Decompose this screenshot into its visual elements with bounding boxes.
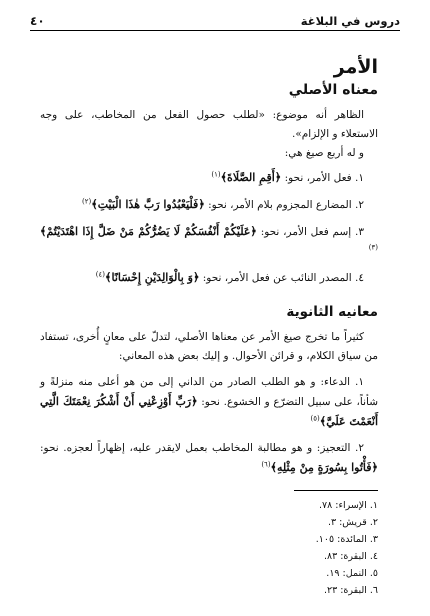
form-item-2 xyxy=(40,195,378,215)
quran-quote: ﴿عَلَيْكُمْ أَنْفُسَكُمْ لَا يَضُرُّكُمْ مَنْ ضَلَّ إِذَا اهْتَدَيْتُمْ﴾ xyxy=(40,225,257,238)
footnote: ٣. المائدة: ١٠٥. xyxy=(315,534,378,545)
quran-quote: ﴿فَلْيَعْبُدُوا رَبَّ هٰذَا الْبَيْتِ﴾ xyxy=(91,198,205,211)
footnote: ٦. البقرة: ٢٣. xyxy=(323,585,378,596)
quran-quote: ﴿وَ بِالْوَالِدَيْنِ إِحْسَانًا﴾ xyxy=(105,271,200,284)
meaning-item-2 xyxy=(40,439,378,478)
meaning-text: ٢. التعجيز: و هو مطالبة المخاطب بعمل لايقدر عليه، إظهاراً لعجزه. نحو: xyxy=(40,442,364,454)
footnote: ٢. قريش: ٣. xyxy=(327,517,378,528)
form-item-4 xyxy=(40,268,378,288)
form-item-text: ١. فعل الأمر، نحو: xyxy=(281,172,364,184)
form-item-text: ٣. إسم فعل الأمر، نحو: xyxy=(256,226,365,238)
form-item-3 xyxy=(40,222,378,261)
form-item-1 xyxy=(40,168,378,188)
footnote: ٤. البقرة: ٨٣. xyxy=(323,551,378,562)
footnote: ٥. النمل: ١٩. xyxy=(326,568,378,579)
footnote-ref: (٢) xyxy=(82,197,92,206)
running-header xyxy=(30,10,400,31)
quran-quote: ﴿رَبِّ أَوْزِعْنِي أَنْ أَشْكُرَ نِعْمَتَكَ الَّتِي أَنْعَمْتَ عَلَيَّ﴾ xyxy=(40,395,378,428)
meaning-item-1 xyxy=(40,373,378,432)
secondary-intro-paragraph: كثيراً ما تخرج صيغ الأمر عن معناها الأصلي، لتدلّ على معانٍ أُخرى، تستفاد من سياق الكلام، و قرائن الأحوال. و إليك بعض هذه المعاني: xyxy=(40,331,378,362)
quran-quote: ﴿فَأْتُوا بِسُورَةٍ مِنْ مِثْلِهِ﴾ xyxy=(270,461,378,474)
quran-quote: ﴿أَقِمِ الصَّلَاةَ﴾ xyxy=(220,171,282,184)
forms-intro: و له أربع صيغ هي: xyxy=(284,147,364,159)
running-title: دروس في البلاغة xyxy=(300,14,400,28)
meaning-text: ١. الدعاء: و هو الطلب الصادر من الداني إلى من هو أعلى منه منزلةً و شأناً، على سبيل التضرّع و الخشوع. نحو: xyxy=(40,376,378,408)
footnote-ref: (٤) xyxy=(95,270,106,279)
footnote-divider xyxy=(294,490,378,491)
footnote-ref: (٥) xyxy=(310,414,320,423)
section-heading-secondary-meanings: معانيه الثانوية xyxy=(286,304,378,320)
footnote-ref: (٣) xyxy=(368,243,378,252)
footnotes xyxy=(0,490,378,599)
footnote-ref: (٦) xyxy=(261,460,271,469)
page-number: ٤٠ xyxy=(30,14,45,28)
form-item-text: ٤. المصدر النائب عن فعل الأمر، نحو: xyxy=(199,272,364,284)
footnote-ref: (١) xyxy=(211,170,221,179)
footnote: ١. الإسراء: ٧٨. xyxy=(319,500,378,511)
chapter-title: الأمر xyxy=(333,56,378,78)
form-item-text: ٢. المضارع المجزوم بلام الأمر، نحو: xyxy=(204,199,364,211)
definition-paragraph: الظاهر أنه موضوع: «لطلب حصول الفعل من المخاطب، على وجه الاستعلاء و الإلزام». xyxy=(40,109,378,140)
section-heading-original-meaning: معناه الأصلي xyxy=(288,82,378,98)
page-body xyxy=(40,38,378,485)
